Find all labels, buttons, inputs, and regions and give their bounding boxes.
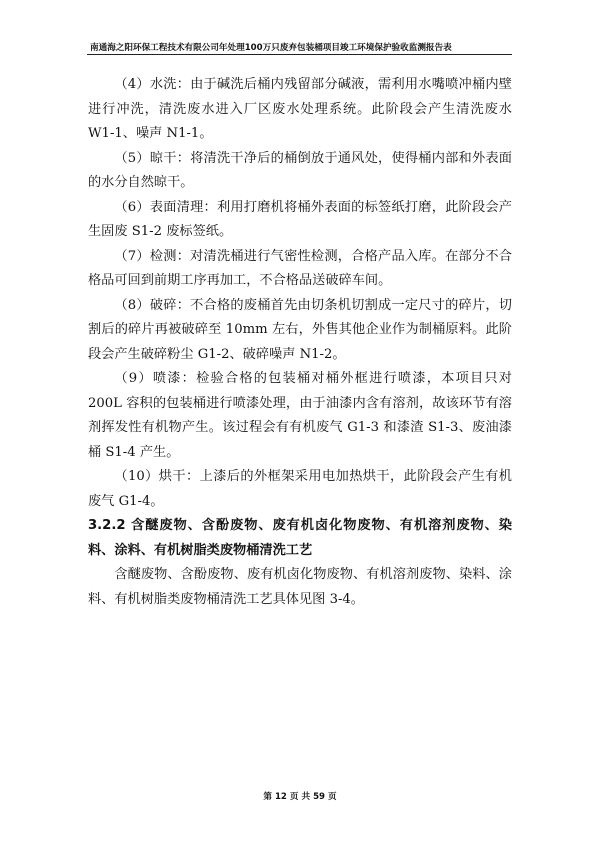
paragraph-washing: （4）水洗：由于碱洗后桶内残留部分碱液，需利用水嘴喷冲桶内壁进行冲洗，清洗废水进入厂区废水处理系统。此阶段会产生清洗废水 W1-1、噪声 N1-1。	[88, 77, 512, 141]
paragraph-crushing: （8）破碎：不合格的废桶首先由切条机切割成一定尺寸的碎片，切割后的碎片再被破碎至 10mm 左右，外售其他企业作为制桶原料。此阶段会产生破碎粉尘 G1-2、破碎噪声 N1-2。	[88, 297, 512, 362]
header-rule	[87, 54, 512, 55]
page-header: 南通海之阳环保工程技术有限公司年处理100万只废弃包装桶项目竣工环境保护验收监测报告表	[90, 43, 452, 53]
paragraph-inspection: （7）检测：对清洗桶进行气密性检测，合格产品入库。在部分不合格品可回到前期工序再加工，不合格品送破碎车间。	[88, 248, 512, 288]
paragraph-surface-cleaning: （6）表面清理：利用打磨机将桶外表面的标签纸打磨，此阶段会产生固废 S1-2 废标签纸。	[88, 199, 512, 239]
document-body	[88, 68, 512, 612]
paragraph-baking: （10）烘干：上漆后的外框架采用电加热烘干，此阶段会产生有机废气 G1-4。	[88, 469, 512, 509]
page-number: 第 12 页 共 59 页	[263, 792, 337, 802]
section-body: 含醚废物、含酚废物、废有机卤化物废物、有机溶剂废物、染料、涂料、有机树脂类废物桶清洗工艺具体见图 3-4。	[88, 567, 512, 607]
paragraph-drying: （5）晾干：将清洗干净后的桶倒放于通风处，使得桶内部和外表面的水分自然晾干。	[88, 150, 512, 190]
section-heading: 3.2.2 含醚废物、含酚废物、废有机卤化物废物、有机溶剂废物、染料、涂料、有机树脂类废物桶清洗工艺	[88, 518, 512, 558]
paragraph-spray-painting: （9）喷漆：检验合格的包装桶对桶外框进行喷漆，本项目只对 200L 容积的包装桶进行喷漆处理，由于油漆内含有溶剂，故该环节有溶剂挥发性有机物产生。该过程会有有机废气 G1-3 和漆渣 S1-3、废油漆桶 S1-4 产生。	[88, 371, 512, 460]
